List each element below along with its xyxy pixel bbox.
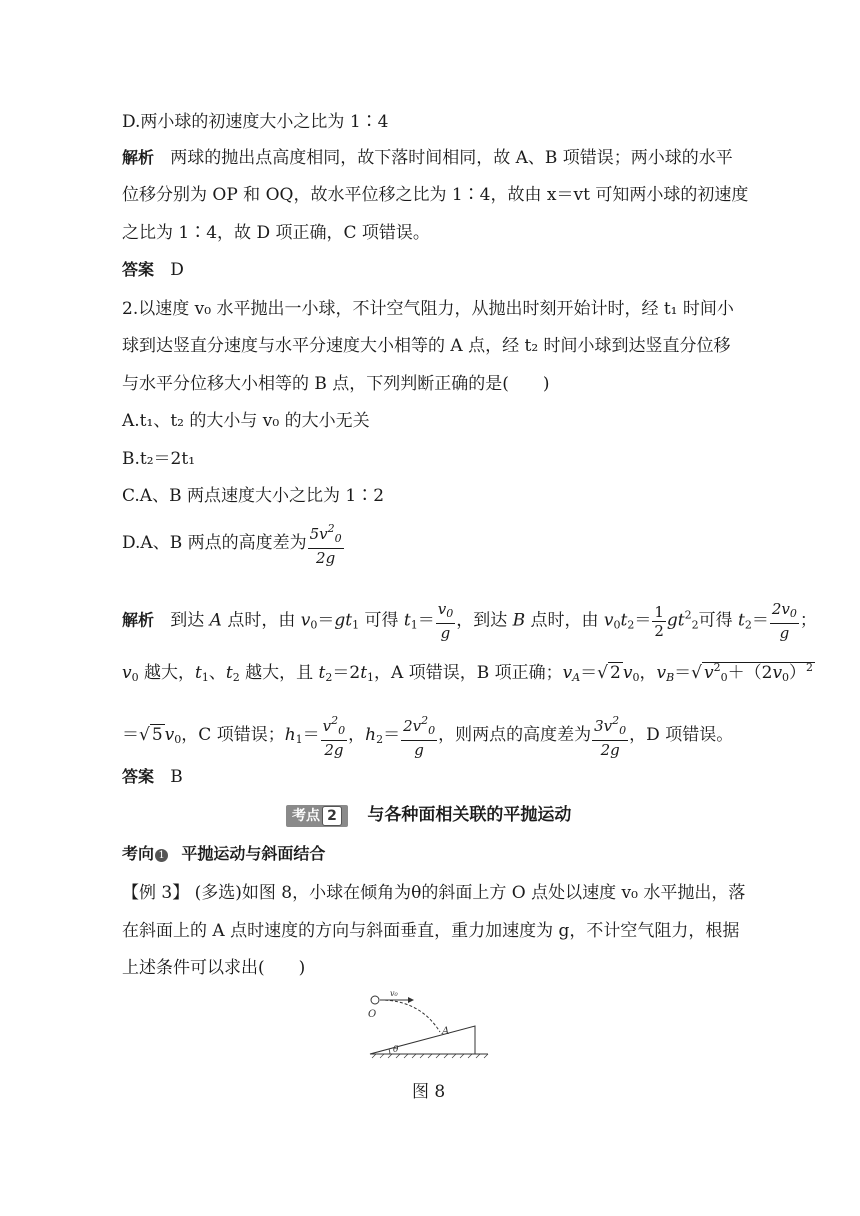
example-3-line-3: 上述条件可以求出( ) — [122, 958, 306, 978]
trajectory-path — [380, 1000, 440, 1032]
section-number: 2 — [322, 806, 342, 826]
answer-label-2: 答案 — [122, 767, 155, 786]
direction-label: 考向 — [122, 844, 155, 863]
answer-1 — [122, 258, 184, 282]
analysis-label-2: 解析 — [122, 610, 155, 630]
direction-number: 1 — [155, 849, 168, 862]
option-d-2 — [122, 520, 345, 567]
section-heading — [286, 803, 571, 827]
answer-label: 答案 — [122, 260, 155, 279]
analysis-1-line-1 — [122, 146, 733, 170]
option-d-fraction: $\frac{5v^2_0}{2g}$ — [309, 522, 342, 567]
option-d: D.两小球的初速度大小之比为 1∶4 — [122, 112, 389, 132]
label-theta: θ — [393, 1045, 399, 1055]
example-3-line-2: 在斜面上的 A 点时速度的方向与斜面垂直，重力加速度为 g，不计空气阻力，根据 — [122, 921, 740, 941]
option-b: B.t₂＝2t₁ — [122, 449, 196, 469]
option-a: A.t₁、t₂ 的大小与 v₀ 的大小无关 — [122, 411, 370, 431]
question-2-line-1: 2.以速度 v₀ 水平抛出一小球，不计空气阻力，从抛出时刻开始计时，经 t₁ 时间小 — [122, 299, 734, 319]
answer-value: D — [170, 260, 184, 280]
analysis-2-line-2: $v_0$ 越大，$t_1$、$t_2$ 越大，且 $t_2=2t_1$，A 项错误，B 项正确；$v_A=√$ 2 $v_0$，$v_B=√$ $v^2_0+(2v_0)^2$ — [122, 661, 814, 684]
section-badge: 考点 2 — [286, 805, 348, 827]
label-a: A — [442, 1026, 450, 1037]
answer-value-2: B — [170, 767, 183, 787]
analysis-1-line-3: 之比为 1∶4，故 D 项正确，C 项错误。 — [122, 223, 430, 243]
direction-heading — [122, 842, 325, 866]
direction-title: 平抛运动与斜面结合 — [181, 844, 326, 863]
figure-caption: 图 8 — [412, 1082, 446, 1102]
analysis-text: 两球的抛出点高度相同，故下落时间相同，故 A、B 项错误；两小球的水平 — [170, 148, 733, 168]
incline — [370, 1026, 475, 1054]
question-2-line-2: 球到达竖直分速度与水平分速度大小相等的 A 点，经 t₂ 时间小球到达竖直分位移 — [122, 336, 731, 356]
analysis-2-line-1: 解析 到达 A 点时，由 $v_0=gt_1$ 可得 $t_1=$ $\frac{v_0}{g}$ ，到达 B 点时，由 $v_0t_2=$ $\frac{1}{2}$ $gt^2_2$可得 $t_2=$ $\frac{2v_0}{g}$ ； — [122, 600, 817, 642]
ball-icon — [371, 996, 379, 1004]
answer-2 — [122, 765, 183, 789]
figure-8-diagram — [360, 990, 500, 1062]
label-v0: v₀ — [390, 990, 398, 998]
analysis-label: 解析 — [122, 148, 155, 167]
section-title: 与各种面相关联的平抛运动 — [367, 805, 572, 825]
option-c: C.A、B 两点速度大小之比为 1∶2 — [122, 486, 385, 506]
analysis-2-line-3: ＝√ 5 $v_0$，C 项错误；$h_1=$ $\frac{v^2_0}{2g}$ ，$h_2=$ $\frac{2v^2_0}{g}$ ，则两点的高度差为 $\frac{3v^2_0}{2g}$ ，D 项错误。 — [122, 714, 734, 759]
label-o: O — [368, 1009, 377, 1020]
option-d-text: D.A、B 两点的高度差为 — [122, 533, 307, 553]
analysis-1-line-2: 位移分别为 OP 和 OQ，故水平位移之比为 1∶4，故由 x＝vt 可知两小球的初速度 — [122, 185, 749, 205]
example-3-line-1: 【例 3】 (多选)如图 8，小球在倾角为θ的斜面上方 O 点处以速度 v₀ 水平抛出，落 — [122, 883, 746, 903]
question-2-line-3: 与水平分位移大小相等的 B 点，下列判断正确的是( ) — [122, 374, 550, 394]
